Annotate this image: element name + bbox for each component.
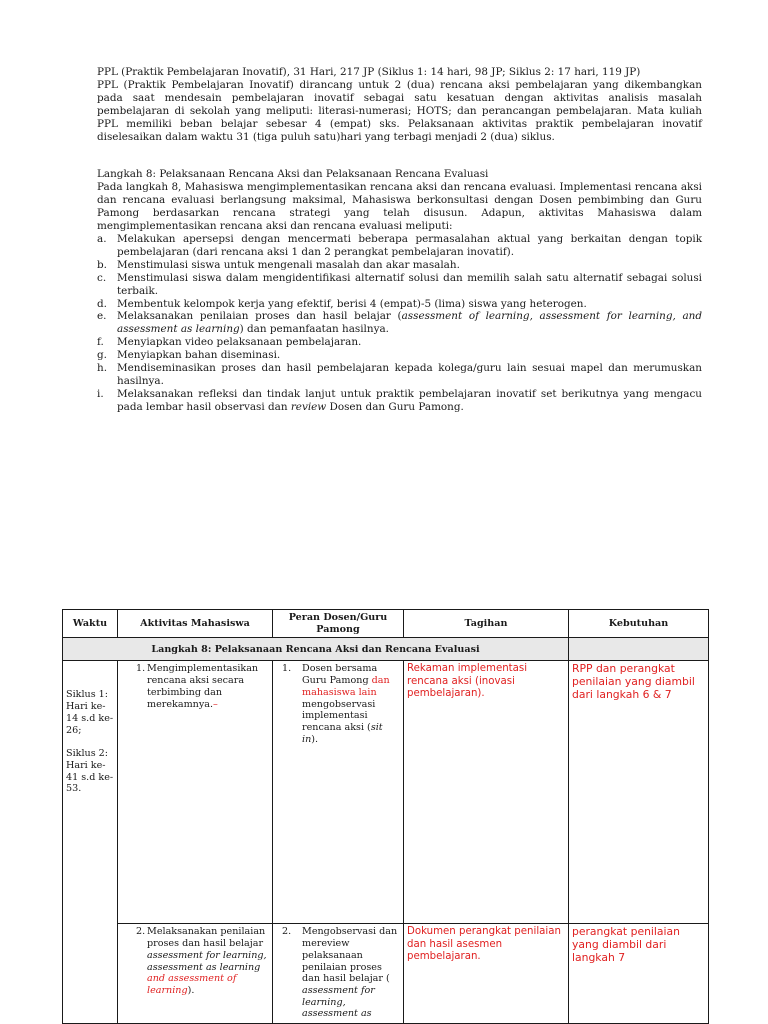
table-header-row	[63, 610, 709, 638]
list-item: d. Membentuk kelompok kerja yang efektif, berisi 4 (empat)-5 (lima) siswa yang heterogen.	[97, 297, 587, 310]
col-header-waktu: Waktu	[63, 610, 118, 638]
step8-paragraph: Pada langkah 8, Mahasiswa mengimplementasikan rencana aksi dan rencana evaluasi. Implementasi rencana aksi dan rencana evaluasi berlangsung maksimal, Mahasiswa berkonsultasi dengan Dosen pembimbing dan Guru Pamong berdasarkan rencana strategi yang telah disusun. Adapun, aktivitas Mahasiswa dalam mengimplementasikan rencana aksi dan rencana evaluasi meliputi:	[97, 181, 702, 233]
document-body	[97, 66, 702, 414]
step-title-blank-cell	[569, 638, 709, 661]
peran-cell: 2. Mengobservasi dan mereview pelaksanaan penilaian proses dan hasil belajar ( assessment for learning, assessment as	[273, 924, 404, 1024]
kebutuhan-cell: RPP dan perangkat penilaian yang diambil dari langkah 6 & 7	[569, 661, 709, 924]
step8-heading: Langkah 8: Pelaksanaan Rencana Aksi dan Pelaksanaan Rencana Evaluasi	[97, 168, 489, 181]
step-title-cell: Langkah 8: Pelaksanaan Rencana Aksi dan Rencana Evaluasi	[63, 638, 569, 661]
list-item: a. Melakukan apersepsi dengan mencermati beberapa permasalahan aktual yang berkaitan dengan topik pembelajaran (dari rencana aksi 1 dan 2 perangkat pembelajaran inovatif).	[97, 232, 702, 258]
intro-title: PPL (Praktik Pembelajaran Inovatif), 31 Hari, 217 JP (Siklus 1: 14 hari, 98 JP; Siklus 2: 17 hari, 119 JP)	[97, 66, 641, 78]
waktu-cell	[63, 661, 118, 1024]
list-item: c. Menstimulasi siswa dalam mengidentifikasi alternatif solusi dan memilih salah satu alternatif sebagai solusi terbaik.	[97, 271, 702, 297]
col-header-tagihan: Tagihan	[404, 610, 569, 638]
activity-plan-table	[62, 609, 709, 1024]
waktu-siklus-1: Siklus 1: Hari ke-14 s.d ke-26;	[66, 689, 114, 736]
aktivitas-cell: 2. Melaksanakan penilaian proses dan hasil belajar assessment for learning, assessment as learning and assessment of learning).	[118, 924, 273, 1024]
waktu-siklus-2: Siklus 2: Hari ke-41 s.d ke-53.	[66, 748, 114, 795]
list-item: f. Menyiapkan video pelaksanaan pembelajaran.	[97, 336, 362, 349]
col-header-aktivitas: Aktivitas Mahasiswa	[118, 610, 273, 638]
step8-activity-list	[97, 233, 702, 414]
table-row	[63, 661, 709, 924]
intro-paragraph: PPL (Praktik Pembelajaran Inovatif) dirancang untuk 2 (dua) rencana aksi pembelajaran yang dikembangkan pada saat mendesain pembelajaran inovatif sebagai satu kesatuan dengan aktivitas analisis masalah pembelajaran di sekolah yang meliputi: literasi-numerasi; HOTS; dan perancangan pembelajaran. Mata kuliah PPL memiliki beban belajar sebesar 4 (empat) sks. Pelaksanaan aktivitas praktik pembelajaran inovatif diselesaikan dalam waktu 31 (tiga puluh satu)hari yang terbagi menjadi 2 (dua) siklus.	[97, 78, 702, 143]
peran-cell: 1. Dosen bersama Guru Pamong dan mahasiswa lain mengobservasi implementasi rencana aksi (sit in).	[273, 661, 404, 924]
col-header-kebutuhan: Kebutuhan	[569, 610, 709, 638]
tagihan-cell: Dokumen perangkat penilaian dan hasil asesmen pembelajaran.	[404, 924, 569, 1024]
list-item: g. Menyiapkan bahan diseminasi.	[97, 349, 281, 362]
table-row	[63, 924, 709, 1024]
list-item: h. Mendiseminasikan proses dan hasil pembelajaran kepada kolega/guru lain sesuai mapel dan merumuskan hasilnya.	[97, 362, 702, 387]
list-item: b. Menstimulasi siswa untuk mengenali masalah dan akar masalah.	[97, 258, 460, 271]
list-item: i. Melaksanakan refleksi dan tindak lanjut untuk praktik pembelajaran inovatif set berikutnya yang mengacu pada lembar hasil observasi dan review Dosen dan Guru Pamong.	[97, 387, 702, 413]
aktivitas-cell: 1. Mengimplementasikan rencana aksi secara terbimbing dan merekamnya.–	[118, 661, 273, 924]
col-header-peran: Peran Dosen/Guru Pamong	[273, 610, 404, 638]
table-step-row	[63, 638, 709, 661]
list-item: e. Melaksanakan penilaian proses dan hasil belajar (assessment of learning, assessment for learning, and assessment as learning) dan pemanfaatan hasilnya.	[97, 310, 702, 336]
kebutuhan-cell: perangkat penilaian yang diambil dari langkah 7	[569, 924, 709, 1024]
tagihan-cell: Rekaman implementasi rencana aksi (inovasi pembelajaran).	[404, 661, 569, 924]
